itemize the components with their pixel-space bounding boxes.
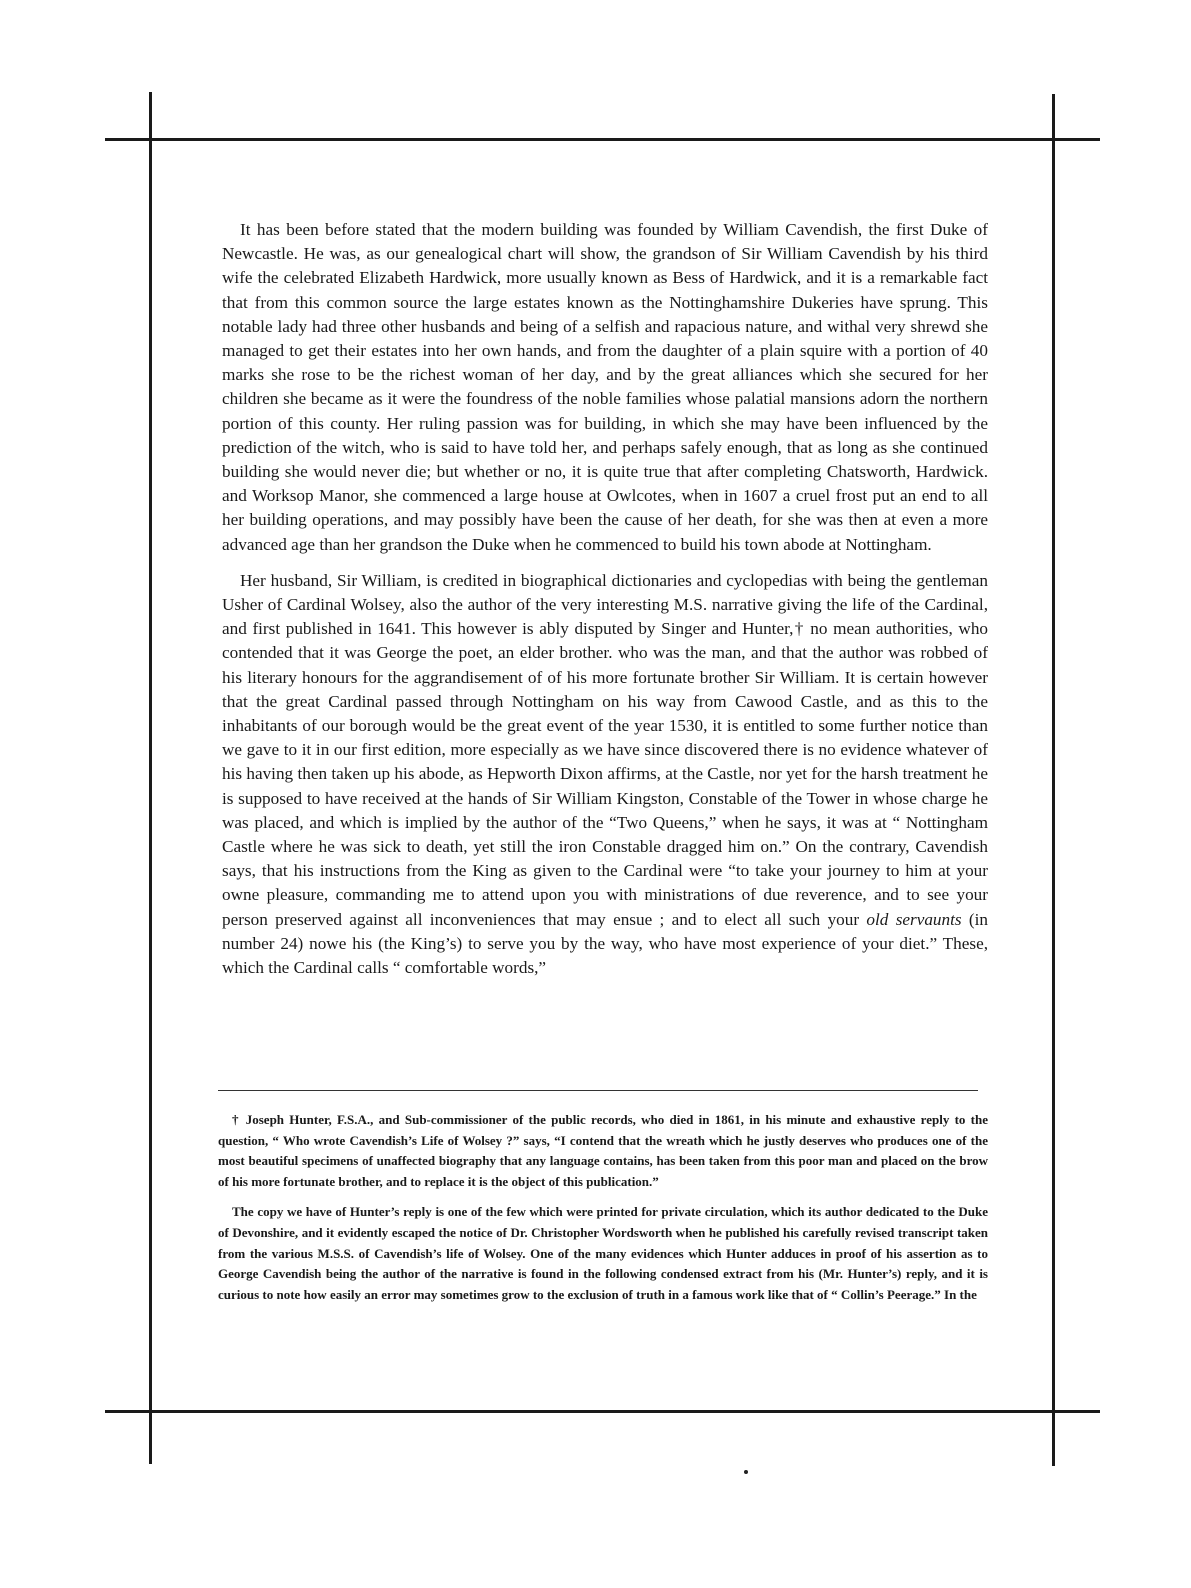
paragraph-bess-of-hardwick: It has been before stated that the modern building was founded by William Cavendish, the first Duke of Newcastle. He was, as our genealogical chart will show, the grandson of Sir William Cavendish by his third wife the celebrated Elizabeth Hardwick, more usually known as Bess of Hardwick, and it is a remarkable fact that from this common source the large estates known as the Nottinghamshire Dukeries have sprung. This notable lady had three other husbands and being of a selfish and rapacious nature, and withal very shrewd she managed to get their estates into her own hands, and from the daughter of a plain squire with a portion of 40 marks she rose to be the richest woman of her day, and by the great alliances which she secured for her children she became as it were the foundress of the noble families whose palatial mansions adorn the northern portion of this county. Her ruling passion was for building, in which she may have been influenced by the prediction of the witch, who is said to have told her, and perhaps safely enough, that as long as she continued building she would never die; but whether or no, it is quite true that after completing Chatsworth, Hardwick. and Worksop Manor, she commenced a large house at Owlcotes, when in 1607 a cruel frost put an end to all her building operations, and may possibly have been the cause of her death, for she was then at even a more advanced age than her grandson the Duke when he commenced to build his town abode at Nottingham. <box>222 220 988 554</box>
footnote-separator <box>218 1090 978 1091</box>
border-right-rule <box>1052 94 1055 1466</box>
border-left-rule <box>149 92 152 1464</box>
footnote-hunter: † Joseph Hunter, F.S.A., and Sub-commissioner of the public records, who died in 1861, in his minute and exhaustive reply to the question, “ Who wrote Cavendish’s Life of Wolsey ?” says, “I contend that the wreath which he justly deserves who produces one of the most beautiful specimens of unaffected biography that any language contains, has been taken from this poor man and placed on the brow of his more fortunate brother, and to replace it is the object of this publication.” <box>218 1112 988 1189</box>
italic-old-servaunts: old servaunts <box>866 909 962 929</box>
paragraph-2-part-b: no mean authorities, who contended that it was George the poet, an elder brother. who was the man, and that the author was robbed of his literary honours for the aggrandisement of of his more fortunate brother Sir William. It is certain however that the great Cardinal passed through Nottingham on his way from Cawood Castle, and as this to the inhabitants of our borough would be the great event of the year 1530, it is entitled to some further notice than we gave to it in our first edition, more especially as we have since discovered there is no evidence whatever of his having then taken up his abode, as Hepworth Dixon affirms, at the Castle, nor yet for the harsh treatment he is supposed to have received at the hands of Sir William Kingston, Constable of the Tower in whose charge he was placed, and which is implied by the author of the “Two Queens,” when he says, it was at “ Nottingham Castle where he was sick to death, yet still the iron Constable dragged him on.” On the contrary, Cavendish says, that his instructions from the King as given to the Cardinal were “to take your journey to him at your owne pleasure, commanding me to attend upon you with ministrations of due reverence, and to see your person preserved against all inconveniences that may ensue ; and to elect all such your <box>222 619 989 929</box>
paragraph-2-part-c: (in number 24) nowe his (the King’s) to serve you by the way, who have most experience of your diet.” These, which the Cardinal calls “ comfortable words,” <box>222 909 988 978</box>
page-mark-dot <box>744 1470 748 1474</box>
paragraph-2-part-a: Her husband, Sir William, is credited in biographical dictionaries and cyclopedias with being the gentleman Usher of Cardinal Wolsey, also the author of the very interesting M.S. narrative giving the life of the Cardinal, and first published in 1641. This however is ably disputed by Singer and Hunter, <box>222 570 988 639</box>
main-text <box>222 218 988 992</box>
border-top-rule <box>105 138 1100 141</box>
footnote-dagger-mark: † <box>793 619 805 639</box>
footnote-hunter-reply: The copy we have of Hunter’s reply is one of the few which were printed for private circulation, which its author dedicated to the Duke of Devonshire, and it evidently escaped the notice of Dr. Christopher Wordsworth when he published his carefully revised transcript taken from the various M.S.S. of Cavendish’s life of Wolsey. One of the many evidences which Hunter adduces in proof of his assertion as to George Cavendish being the author of the narrative is found in the following condensed extract from his (Mr. Hunter’s) reply, and it is curious to note how easily an error may sometimes grow to the exclusion of truth in a famous work like that of “ Collin’s Peerage.” In the <box>218 1204 988 1302</box>
footnotes <box>218 1110 988 1315</box>
paragraph-cardinal-wolsey <box>222 569 988 980</box>
border-bottom-rule <box>105 1410 1100 1413</box>
